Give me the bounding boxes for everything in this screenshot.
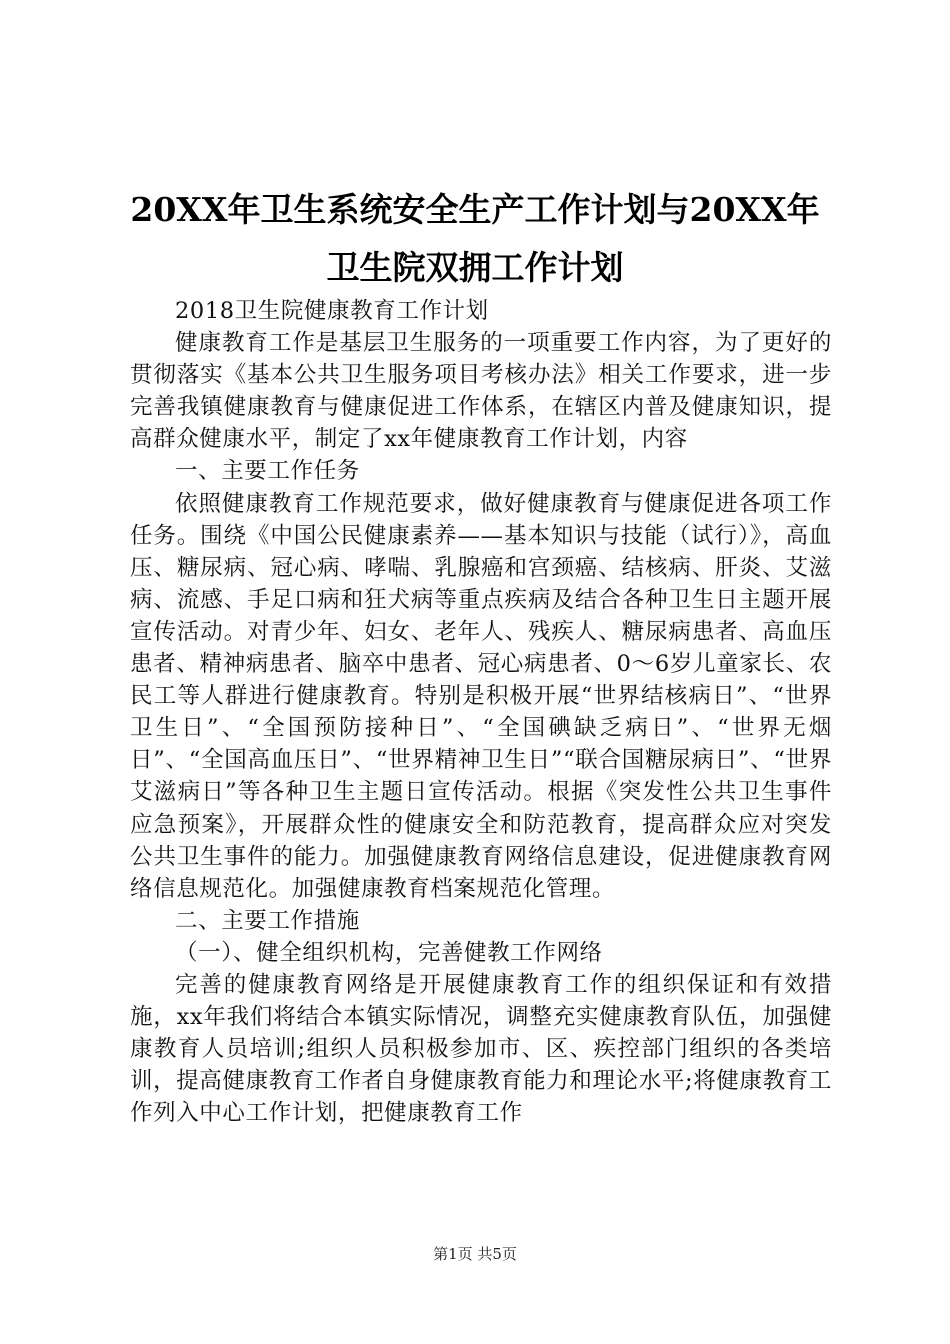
section-heading-main-measures: 二、主要工作措施: [175, 907, 360, 934]
page-number-footer: 第1页 共5页: [433, 1245, 517, 1263]
paragraph-intro: 健康教育工作是基层卫生服务的一项重要工作内容，为了更好的贯彻落实《基本公共卫生服务项目考核办法》相关工作要求，进一步完善我镇健康教育与健康促进工作体系，在辖区内普及健康知识，提高群众健康水平，制定了xx年健康教育工作计划，内容: [130, 330, 832, 453]
section-heading-plan: 2018卫生院健康教育工作计划: [175, 298, 489, 324]
document-title-line-1: 20XX年卫生系统安全生产工作计划与20XX年: [130, 190, 820, 229]
paragraph-organization: 完善的健康教育网络是开展健康教育工作的组织保证和有效措施，xx年我们将结合本镇实际情况，调整充实健康教育队伍，加强健康教育人员培训;组织人员积极参加市、区、疾控部门组织的各类培训，提高健康教育工作者自身健康教育能力和理论水平;将健康教育工作列入中心工作计划，把健康教育工作: [130, 971, 832, 1127]
section-heading-main-tasks: 一、主要工作任务: [175, 458, 360, 485]
paragraph-main-tasks: 依照健康教育工作规范要求，做好健康教育与健康促进各项工作任务。围绕《中国公民健康素养——基本知识与技能（试行）》，高血压、糖尿病、冠心病、哮喘、乳腺癌和宫颈癌、结核病、肝炎、艾滋病、流感、手足口病和狂犬病等重点疾病及结合各种卫生日主题开展宣传活动。对青少年、妇女、老年人、残疾人、糖尿病患者、高血压患者、精神病患者、脑卒中患者、冠心病患者、0～6岁儿童家长、农民工等人群进行健康教育。特别是积极开展“世界结核病日”、“世界卫生日”、“全国预防接种日”、“全国碘缺乏病日”、“世界无烟日”、“全国高血压日”、“世界精神卫生日”“联合国糖尿病日”、“世界艾滋病日”等各种卫生主题日宣传活动。根据《突发性公共卫生事件应急预案》，开展群众性的健康安全和防范教育，提高群众应对突发公共卫生事件的能力。加强健康教育网络信息建设，促进健康教育网络信息规范化。加强健康教育档案规范化管理。: [130, 490, 832, 902]
document-title-line-2: 卫生院双拥工作计划: [326, 248, 624, 287]
subsection-heading-organization: （一）、健全组织机构，完善健教工作网络: [175, 939, 603, 966]
document-body: [130, 295, 832, 1129]
